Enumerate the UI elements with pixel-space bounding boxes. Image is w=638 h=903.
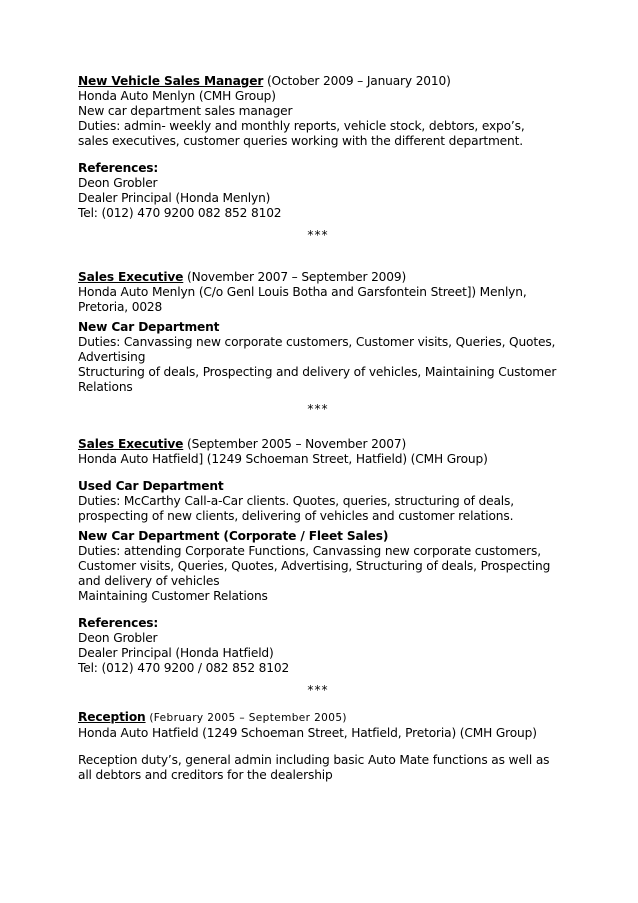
department-heading: Used Car Department [78, 479, 224, 493]
job-duties: Advertising [78, 350, 146, 364]
job-company: Honda Auto Hatfield] (1249 Schoeman Street, Hatfield) (CMH Group) [78, 452, 488, 466]
job-duties: prospecting of new clients, delivering of vehicles and customer relations. [78, 509, 514, 523]
department-heading: New Car Department [78, 320, 220, 334]
job-title: Sales Executive [78, 270, 184, 284]
resume-page [78, 74, 578, 783]
job-header [78, 437, 578, 452]
reference-position: Dealer Principal (Honda Hatfield) [78, 646, 274, 660]
job-duties: Customer visits, Queries, Quotes, Advertising, Structuring of deals, Prospecting [78, 559, 551, 573]
reference-name: Deon Grobler [78, 631, 158, 645]
job-duties: Reception duty’s, general admin including basic Auto Mate functions as well as [78, 753, 550, 767]
department-heading: New Car Department (Corporate / Fleet Sales) [78, 529, 389, 543]
job-title: Reception [78, 710, 146, 724]
reference-tel: Tel: (012) 470 9200 082 852 8102 [78, 206, 282, 220]
job-dates: (February 2005 – September 2005) [149, 712, 347, 724]
job-dates: (September 2005 – November 2007) [187, 437, 407, 451]
section-separator: *** [307, 683, 329, 697]
job-duties: Duties: attending Corporate Functions, Canvassing new corporate customers, [78, 544, 541, 558]
job-duties: Duties: admin- weekly and monthly reports, vehicle stock, debtors, expo’s, [78, 119, 525, 133]
job-company: Honda Auto Hatfield (1249 Schoeman Street, Hatfield, Pretoria) (CMH Group) [78, 726, 537, 740]
job-role: New car department sales manager [78, 104, 293, 118]
job-duties: Structuring of deals, Prospecting and delivery of vehicles, Maintaining Customer [78, 365, 557, 379]
job-header [78, 74, 578, 89]
job-duties: Maintaining Customer Relations [78, 589, 268, 603]
reference-tel: Tel: (012) 470 9200 / 082 852 8102 [78, 661, 290, 675]
job-duties: and delivery of vehicles [78, 574, 220, 588]
job-duties: all debtors and creditors for the dealership [78, 768, 333, 782]
reference-name: Deon Grobler [78, 176, 158, 190]
job-duties: Relations [78, 380, 133, 394]
job-company: Honda Auto Menlyn (CMH Group) [78, 89, 276, 103]
job-company: Honda Auto Menlyn (C/o Genl Louis Botha and Garsfontein Street]) Menlyn, [78, 285, 527, 299]
job-duties: sales executives, customer queries working with the different department. [78, 134, 523, 148]
section-separator: *** [307, 402, 329, 416]
job-duties: Duties: Canvassing new corporate customers, Customer visits, Queries, Quotes, [78, 335, 556, 349]
references-heading: References: [78, 616, 159, 630]
job-header [78, 270, 578, 285]
job-duties: Duties: McCarthy Call-a-Car clients. Quotes, queries, structuring of deals, [78, 494, 514, 508]
job-header [78, 710, 578, 726]
job-company: Pretoria, 0028 [78, 300, 163, 314]
reference-position: Dealer Principal (Honda Menlyn) [78, 191, 271, 205]
references-heading: References: [78, 161, 159, 175]
job-dates: (October 2009 – January 2010) [266, 74, 451, 88]
job-title: New Vehicle Sales Manager [78, 74, 264, 88]
job-title: Sales Executive [78, 437, 184, 451]
section-separator: *** [307, 228, 329, 242]
job-dates: (November 2007 – September 2009) [187, 270, 407, 284]
